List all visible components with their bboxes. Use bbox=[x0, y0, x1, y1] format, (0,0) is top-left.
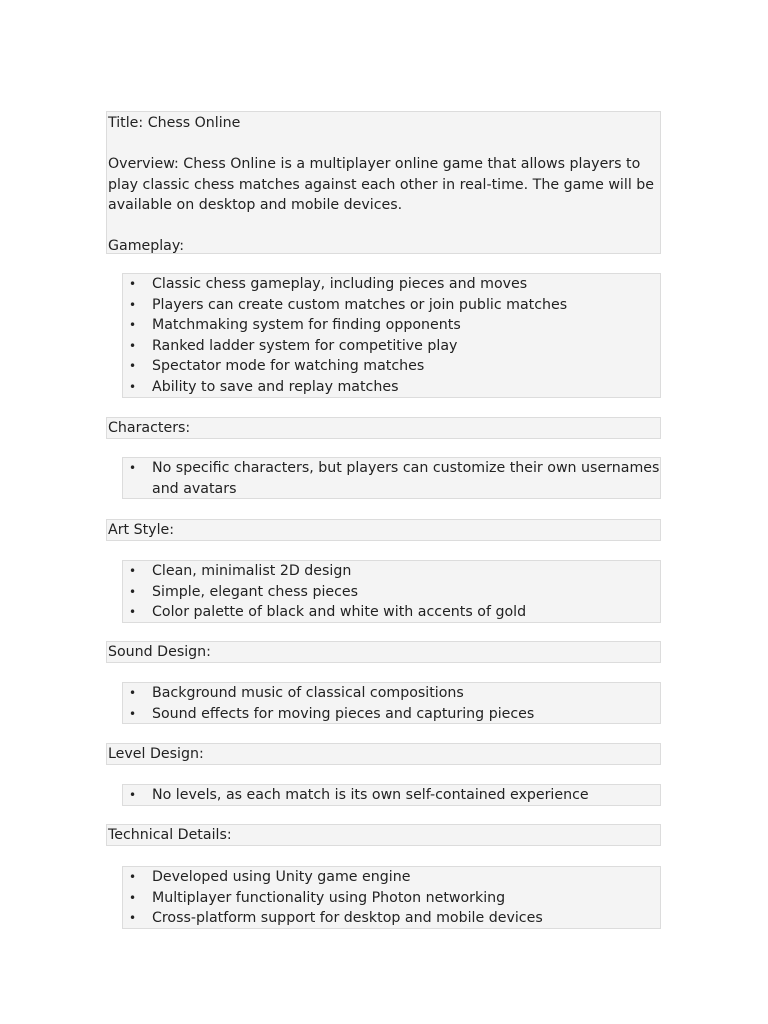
overview-paragraph: Overview: Chess Online is a multiplayer online game that allows players to play classic chess matches against each other in real-time. The game will be available on desktop and mobile devices. bbox=[108, 156, 655, 213]
gameplay-list-item: • Matchmaking system for finding opponents bbox=[123, 315, 660, 336]
level-heading-block bbox=[106, 743, 661, 765]
technical-details-list-item: • Developed using Unity game engine bbox=[123, 867, 660, 888]
art-style-heading: Art Style: bbox=[108, 522, 175, 538]
art-list-block bbox=[122, 560, 661, 623]
art-style-list-item: • Clean, minimalist 2D design bbox=[123, 561, 660, 582]
characters-heading-block bbox=[106, 417, 661, 439]
sound-list-block bbox=[122, 682, 661, 724]
gameplay-heading: Gameplay: bbox=[108, 238, 185, 254]
gameplay-list-item: • Classic chess gameplay, including pieces and moves bbox=[123, 274, 660, 295]
level-list-block bbox=[122, 784, 661, 806]
level-design-heading: Level Design: bbox=[108, 746, 204, 762]
document-title: Title: Chess Online bbox=[108, 115, 241, 131]
intro-block bbox=[106, 111, 661, 254]
sound-design-list-item: • Sound effects for moving pieces and capturing pieces bbox=[123, 704, 660, 725]
characters-list bbox=[123, 458, 660, 499]
technical-details-heading: Technical Details: bbox=[108, 827, 232, 843]
gameplay-list-block bbox=[122, 273, 661, 398]
gameplay-list bbox=[123, 274, 660, 397]
characters-list-block bbox=[122, 457, 661, 499]
sound-heading-block bbox=[106, 641, 661, 663]
technical-details-list-item: • Multiplayer functionality using Photon networking bbox=[123, 888, 660, 909]
level-design-list bbox=[123, 785, 660, 806]
technical-details-list-item: • Cross-platform support for desktop and mobile devices bbox=[123, 908, 660, 929]
characters-list-item: • No specific characters, but players can customize their own usernames and avatars bbox=[123, 458, 660, 499]
art-style-list-item: • Color palette of black and white with accents of gold bbox=[123, 602, 660, 623]
technical-list-block bbox=[122, 866, 661, 929]
art-style-list bbox=[123, 561, 660, 623]
technical-heading-block bbox=[106, 824, 661, 846]
characters-heading: Characters: bbox=[108, 420, 191, 436]
gameplay-list-item: • Ability to save and replay matches bbox=[123, 377, 660, 398]
art-heading-block bbox=[106, 519, 661, 541]
gameplay-list-item: • Spectator mode for watching matches bbox=[123, 356, 660, 377]
technical-details-list bbox=[123, 867, 660, 929]
art-style-list-item: • Simple, elegant chess pieces bbox=[123, 582, 660, 603]
sound-design-heading: Sound Design: bbox=[108, 644, 211, 660]
sound-design-list bbox=[123, 683, 660, 724]
level-design-list-item: • No levels, as each match is its own self-contained experience bbox=[123, 785, 660, 806]
gameplay-list-item: • Ranked ladder system for competitive play bbox=[123, 336, 660, 357]
gameplay-list-item: • Players can create custom matches or join public matches bbox=[123, 295, 660, 316]
sound-design-list-item: • Background music of classical compositions bbox=[123, 683, 660, 704]
